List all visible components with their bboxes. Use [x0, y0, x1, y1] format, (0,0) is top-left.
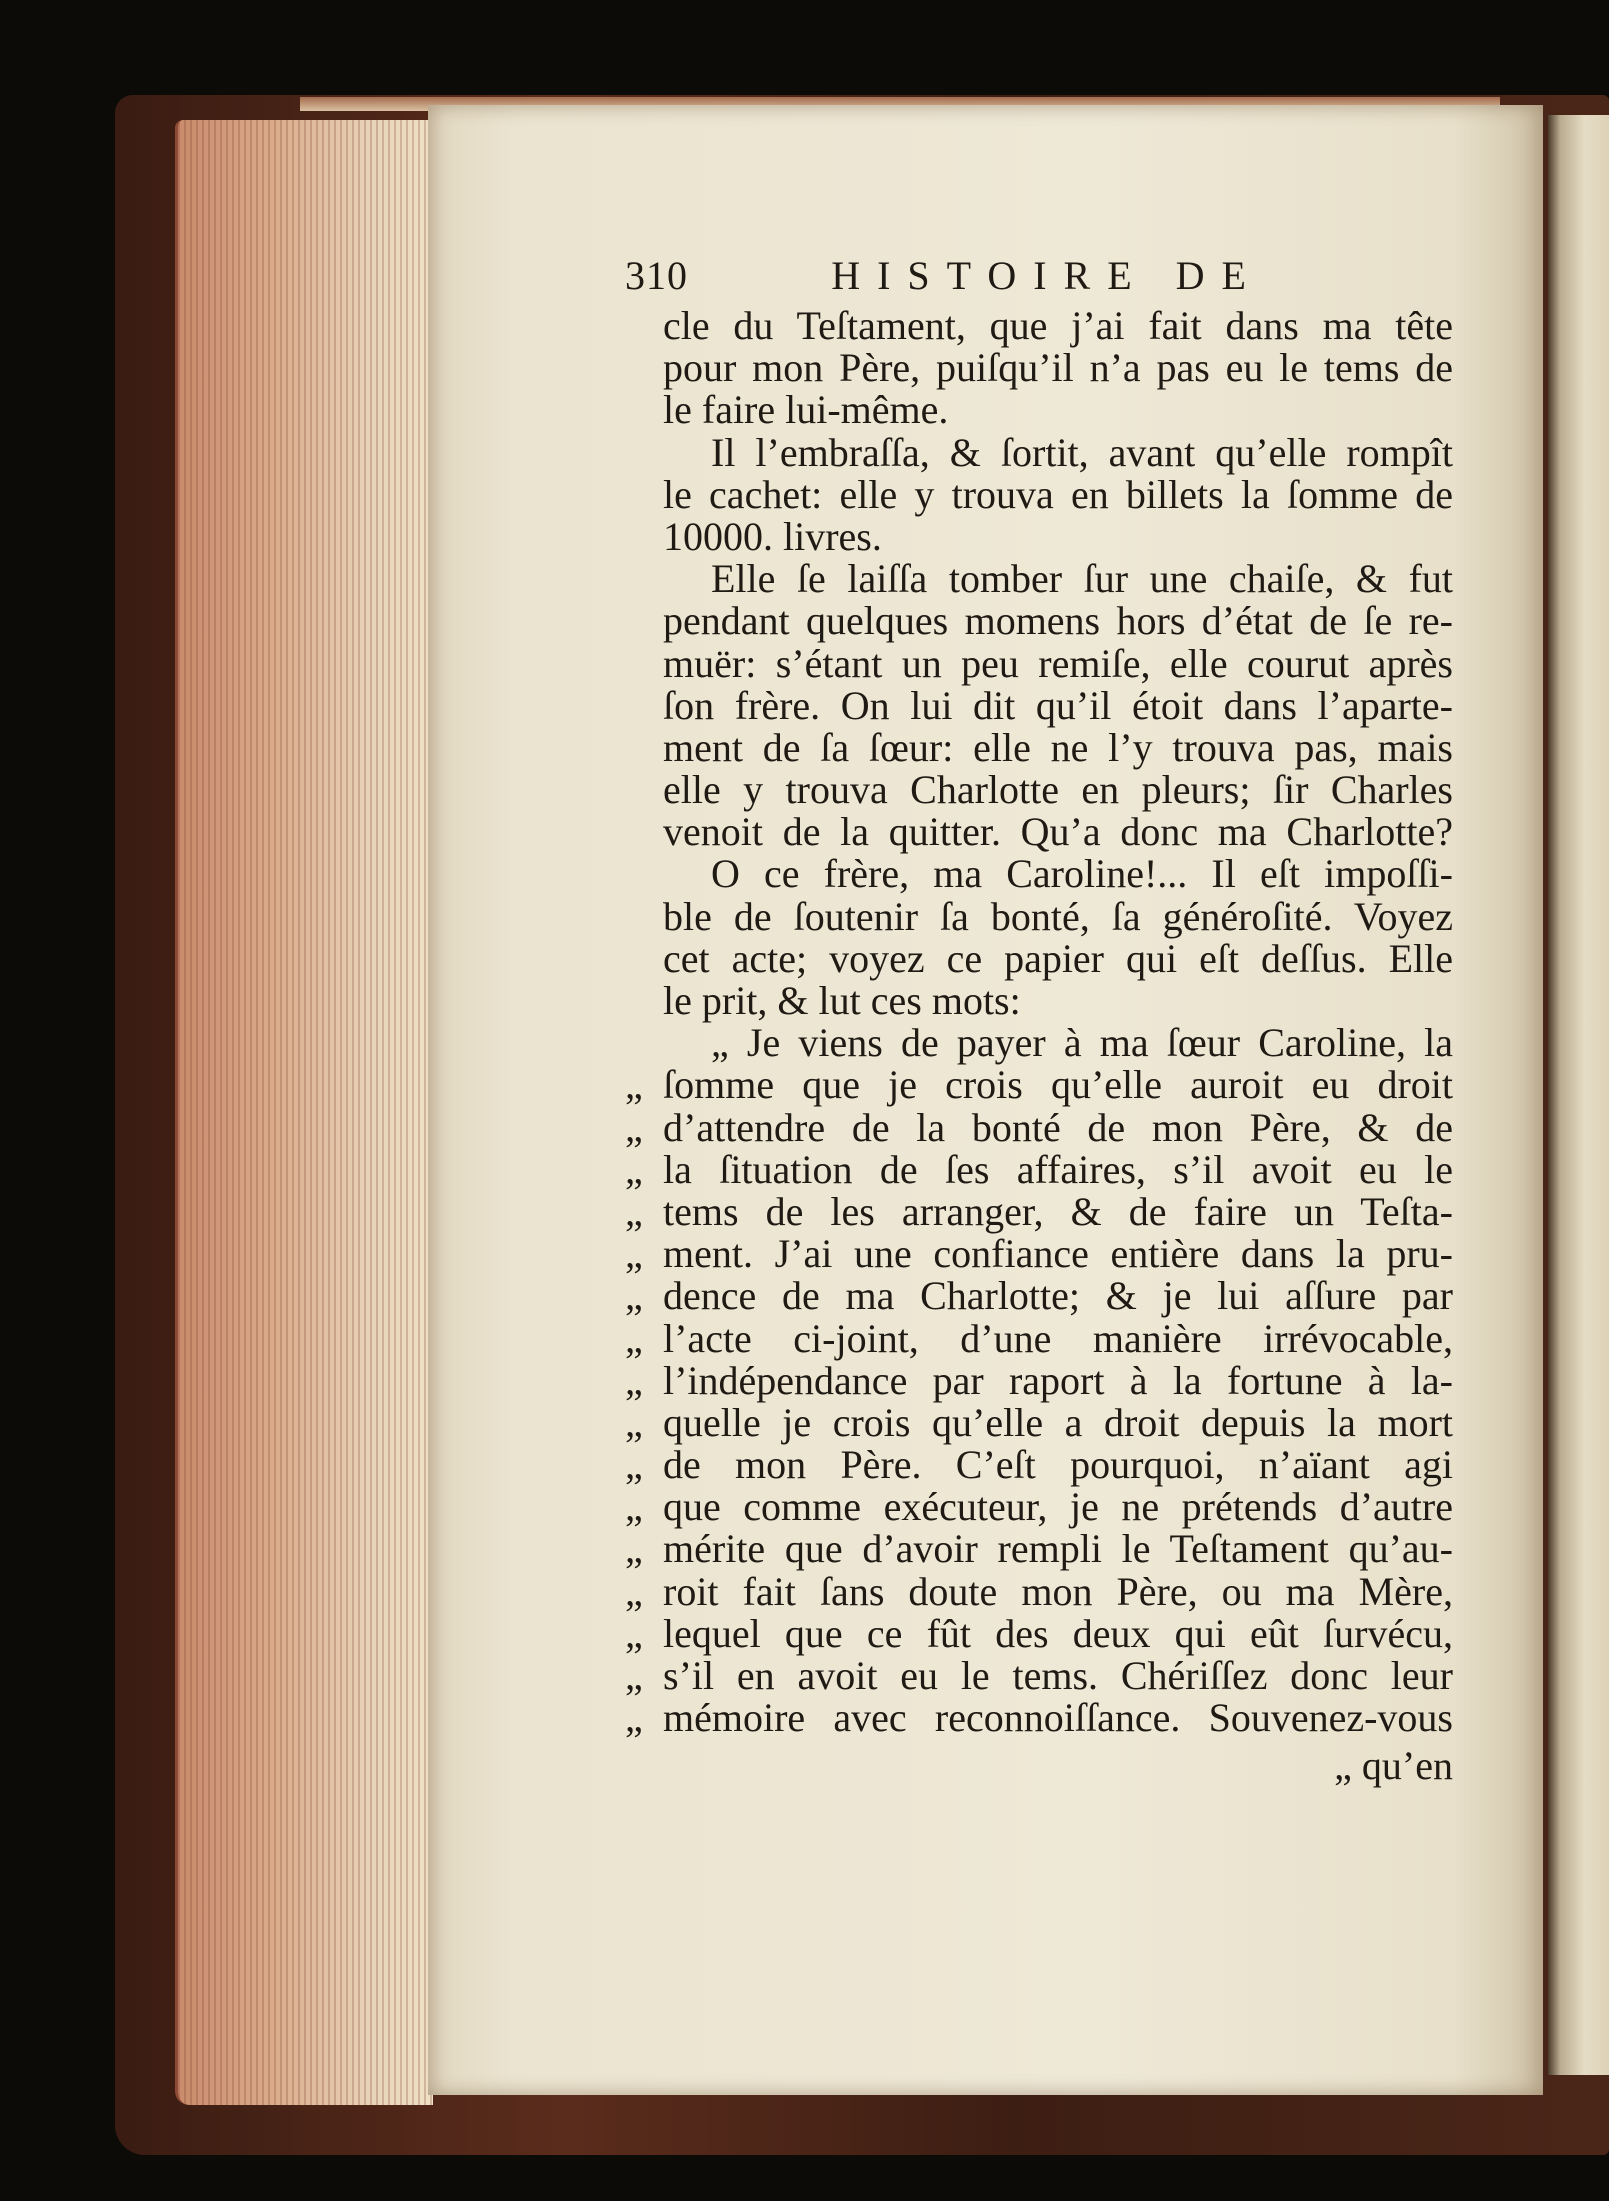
text-line — [625, 1064, 1453, 1106]
text-line — [625, 893, 1453, 939]
text-lines — [625, 305, 1453, 1739]
quote-mark: „ — [625, 1568, 643, 1614]
text-line — [625, 1233, 1453, 1275]
line-text: ble de ſoutenir ſa bonté, ſa généroſité. Voyez — [663, 893, 1453, 939]
quote-mark: „ — [625, 1231, 643, 1277]
text-line — [625, 811, 1453, 853]
quote-mark: „ — [625, 1146, 643, 1192]
text-line — [625, 1610, 1453, 1656]
line-text: dence de ma Charlotte; & je lui aſſure par — [663, 1273, 1453, 1319]
text-line — [625, 724, 1453, 770]
text-line — [625, 1486, 1453, 1528]
line-text: le faire lui-même. — [663, 387, 949, 433]
line-text: mérite que d’avoir rempli le Teſtament qu’au- — [663, 1526, 1453, 1572]
text-line — [625, 429, 1453, 475]
line-text: tems de les arranger, & de faire un Teſta- — [663, 1188, 1453, 1234]
text-line — [625, 1655, 1453, 1697]
text-line — [625, 600, 1453, 642]
text-line — [625, 1315, 1453, 1361]
text-line — [625, 1528, 1453, 1570]
line-text: ment. J’ai une confiance entière dans la pru- — [663, 1231, 1453, 1277]
text-line — [625, 471, 1453, 517]
quote-mark: „ — [625, 1399, 643, 1445]
text-line — [625, 1697, 1453, 1739]
running-title: HISTOIRE DE — [831, 253, 1263, 298]
text-line — [625, 513, 1453, 559]
line-text: O ce frère, ma Caroline!... Il eſt impoſſi- — [711, 851, 1453, 897]
line-text: mémoire avec reconnoiſſance. Souvenez-vous — [663, 1695, 1453, 1741]
text-line — [625, 1444, 1453, 1486]
page-number: 310 — [625, 253, 688, 298]
line-text: s’il en avoit eu le tems. Chériſſez donc leur — [663, 1653, 1453, 1698]
line-text: le prit, & lut ces mots: — [663, 978, 1021, 1023]
line-text: lequel que ce fût des deux qui eût ſurvécu, — [663, 1610, 1453, 1656]
text-line — [625, 1275, 1453, 1317]
text-line — [625, 1022, 1453, 1064]
line-text: l’acte ci-joint, d’une manière irrévocable, — [663, 1315, 1453, 1361]
quote-mark: „ — [625, 1695, 643, 1741]
line-text: muër: s’étant un peu remiſe, elle courut après — [663, 640, 1453, 686]
text-line — [625, 1188, 1453, 1234]
page-header — [625, 255, 1453, 305]
line-text: la ſituation de ſes affaires, s’il avoit eu le — [663, 1146, 1453, 1192]
line-text: venoit de la quitter. Qu’a donc ma Charlotte? — [663, 809, 1453, 855]
line-text: pendant quelques momens hors d’état de ſe re- — [663, 598, 1453, 644]
text-line — [625, 1357, 1453, 1403]
catchword: „ qu’en — [1334, 1743, 1453, 1789]
quote-mark: „ — [625, 1273, 643, 1319]
line-text: que comme exécuteur, je ne prétends d’autre — [663, 1484, 1453, 1530]
line-text: roit fait ſans doute mon Père, ou ma Mère, — [663, 1568, 1453, 1614]
line-text: „ Je viens de payer à ma ſœur Caroline, la — [711, 1020, 1453, 1066]
line-text: 10000. livres. — [663, 513, 882, 559]
quote-mark: „ — [625, 1062, 643, 1108]
text-line — [625, 935, 1453, 981]
facing-page-edge — [1548, 115, 1609, 2075]
line-text: l’indépendance par raport à la fortune à la- — [663, 1357, 1453, 1403]
line-text: ment de ſa ſœur: elle ne l’y trouva pas, mais — [663, 724, 1453, 770]
page-edges — [175, 120, 433, 2105]
text-line — [625, 347, 1453, 389]
line-text: cle du Teſtament, que j’ai fait dans ma tête — [663, 303, 1453, 348]
quote-mark: „ — [625, 1315, 643, 1361]
quote-mark: „ — [625, 1357, 643, 1403]
line-text: pour mon Père, puiſqu’il n’a pas eu le tems de — [663, 345, 1453, 391]
text-line — [625, 1399, 1453, 1445]
text-line — [625, 682, 1453, 728]
text-line — [625, 853, 1453, 895]
quote-mark: „ — [625, 1610, 643, 1656]
page-text — [625, 255, 1453, 1795]
text-line — [625, 389, 1453, 431]
text-line — [625, 980, 1453, 1022]
line-text: le cachet: elle y trouva en billets la ſomme de — [663, 471, 1453, 517]
text-line — [625, 640, 1453, 686]
line-text: quelle je crois qu’elle a droit depuis la mort — [663, 1399, 1453, 1445]
line-text: elle y trouva Charlotte en pleurs; ſir Charles — [663, 767, 1453, 813]
text-line — [625, 1104, 1453, 1150]
text-line — [625, 558, 1453, 600]
quote-mark: „ — [625, 1526, 643, 1572]
line-text: de mon Père. C’eſt pourquoi, n’aïant agi — [663, 1442, 1453, 1488]
quote-mark: „ — [625, 1442, 643, 1488]
text-line — [625, 769, 1453, 811]
line-text: ſomme que je crois qu’elle auroit eu droit — [663, 1062, 1453, 1108]
text-line — [625, 1146, 1453, 1192]
line-text: Elle ſe laiſſa tomber ſur une chaiſe, & fut — [711, 556, 1453, 602]
text-line — [625, 1568, 1453, 1614]
text-line — [625, 305, 1453, 347]
quote-mark: „ — [625, 1188, 643, 1234]
line-text: cet acte; voyez ce papier qui eſt deſſus. Elle — [663, 935, 1453, 981]
line-text: d’attendre de la bonté de mon Père, & de — [663, 1104, 1453, 1150]
line-text: Il l’embraſſa, & ſortit, avant qu’elle rompît — [711, 429, 1453, 475]
quote-mark: „ — [625, 1484, 643, 1530]
line-text: ſon frère. On lui dit qu’il étoit dans l’aparte- — [663, 682, 1453, 728]
quote-mark: „ — [625, 1653, 643, 1698]
quote-mark: „ — [625, 1104, 643, 1150]
